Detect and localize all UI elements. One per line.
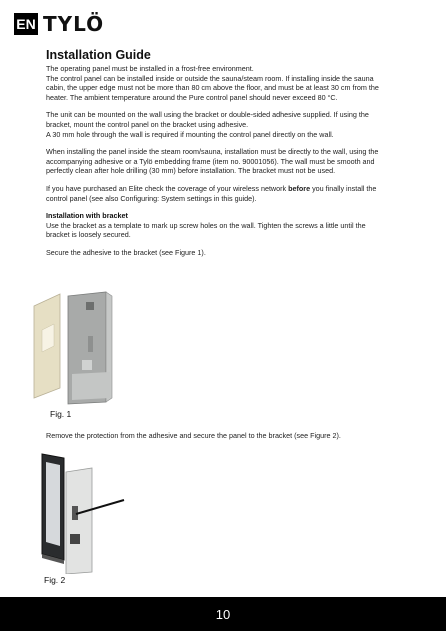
figure-2-label: Fig. 2: [44, 575, 66, 585]
text-line: bracket, mount the control panel on the bracket using adhesive.: [46, 119, 249, 129]
text-line: When installing the panel inside the steam room/sauna, installation must be directly to the wall, using the: [46, 147, 379, 157]
text-span: you finally install the: [310, 183, 377, 193]
brand-logo: TYLÖ: [43, 12, 105, 36]
page-title: Installation Guide: [46, 48, 151, 62]
page-header: [14, 12, 104, 36]
text-line: accompanying adhesive or a Tylö embedding frame (item no. 90001056). The wall must be smooth and: [46, 156, 375, 166]
paragraph-frost-free: [46, 64, 406, 102]
figure-2-illustration: [36, 450, 132, 574]
text-line: control panel (see also Configuring: System settings in this guide).: [46, 193, 257, 203]
paragraph-steam-room: [46, 147, 406, 176]
text-line: The control panel can be installed inside or outside the sauna/steam room. If installing inside the sauna: [46, 73, 374, 83]
text-line: The operating panel must be installed in a frost-free environment.: [46, 64, 254, 73]
figure-1-label: Fig. 1: [50, 409, 72, 419]
text-line: A 30 mm hole through the wall is required if mounting the control panel directly on the wall.: [46, 129, 334, 139]
page-footer: [0, 597, 446, 631]
language-badge: EN: [14, 13, 38, 35]
figure-2-instruction: Remove the protection from the adhesive and secure the panel to the bracket (see Figure 2).: [46, 431, 341, 440]
page-number: 10: [215, 606, 231, 622]
text-line: Use the bracket as a template to mark up screw holes on the wall. Tighten the screws a little until the: [46, 220, 366, 230]
text-span: If you have purchased an Elite check the coverage of your wireless network: [46, 183, 289, 193]
paragraph-elite: [46, 184, 406, 203]
text-line: perfectly clean after hole drilling (30 mm) before installation. The bracket must not be used.: [46, 166, 336, 176]
bold-word: before: [288, 183, 311, 193]
text-line: Secure the adhesive to the bracket (see Figure 1).: [46, 247, 206, 257]
text-line: cabin, the upper edge must not be more than 80 cm above the floor, and must be at least 30 cm from the: [46, 83, 379, 93]
paragraph-mounting: [46, 110, 406, 139]
text-line: [46, 184, 406, 194]
section-title: Installation with bracket: [46, 211, 128, 221]
text-line: The unit can be mounted on the wall using the bracket or double-sided adhesive supplied. If using the: [46, 110, 369, 120]
guide-content: [46, 48, 406, 258]
bracket-plate: [66, 468, 92, 574]
text-line: bracket is loosely secured.: [46, 230, 131, 240]
figure-1-illustration: [30, 290, 130, 406]
text-line: heater. The ambient temperature around the Pure control panel should never exceed 80 °C.: [46, 92, 338, 102]
section-bracket: [46, 211, 406, 257]
